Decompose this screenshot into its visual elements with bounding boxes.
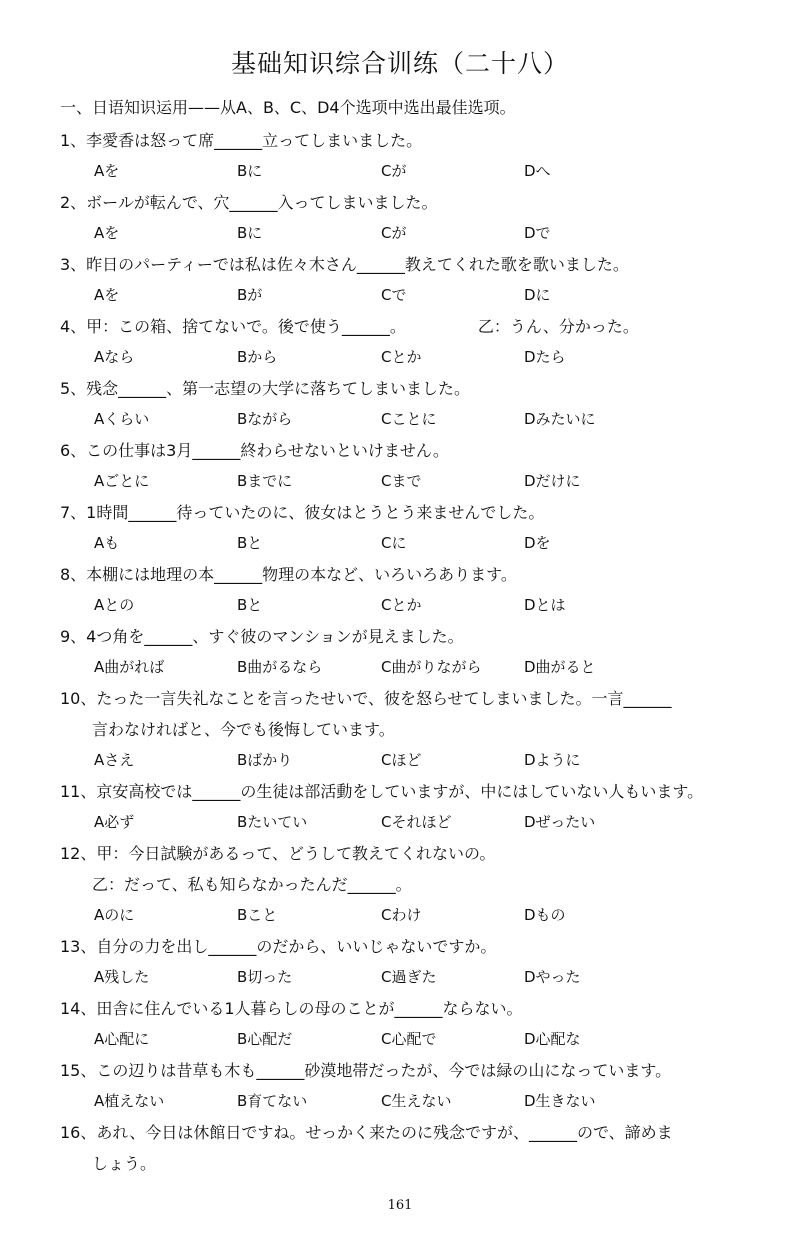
answer-option-c[interactable]: Cほど (381, 751, 422, 769)
question-item (0, 931, 800, 993)
answer-options (0, 342, 800, 373)
question-text-continued: しょう。 (92, 1154, 157, 1173)
answer-option-d[interactable]: Dやった (524, 968, 581, 986)
answer-option-b[interactable]: Bが (237, 286, 263, 304)
answer-options (0, 962, 800, 993)
answer-option-b[interactable]: Bと (237, 534, 263, 552)
answer-option-b[interactable]: Bながら (237, 410, 293, 428)
answer-option-b[interactable]: B心配だ (237, 1030, 293, 1048)
answer-options (0, 745, 800, 776)
answer-option-d[interactable]: Dで (524, 224, 551, 242)
answer-option-b[interactable]: B曲がるなら (237, 658, 323, 676)
question-item (0, 776, 800, 838)
page-title: 基础知识综合训练（二十八） (230, 49, 569, 78)
section-instruction: 一、日语知识运用——从A、B、C、D4个选项中选出最佳选项。 (60, 98, 516, 117)
answer-option-c[interactable]: Cそれほど (381, 813, 452, 831)
answer-option-b[interactable]: Bと (237, 596, 263, 614)
question-item (0, 683, 800, 776)
question-item (0, 1055, 800, 1117)
question-item (0, 559, 800, 621)
answer-options (0, 900, 800, 931)
answer-options (0, 807, 800, 838)
question-item (0, 621, 800, 683)
page-number: 161 (387, 1198, 413, 1213)
question-item (0, 435, 800, 497)
answer-option-d[interactable]: Dを (524, 534, 551, 552)
answer-option-b[interactable]: Bから (237, 348, 278, 366)
answer-option-d[interactable]: Dとは (524, 596, 566, 614)
question-text-continued: 乙：だって、私も知らなかったんだ______。 (92, 875, 412, 894)
answer-option-b[interactable]: Bに (237, 224, 263, 242)
answer-option-c[interactable]: Cが (381, 224, 407, 242)
answer-option-d[interactable]: D曲がると (524, 658, 596, 676)
question-item (0, 838, 800, 931)
answer-option-b[interactable]: Bまでに (237, 472, 293, 490)
question-text: 7、1時間______待っていたのに、彼女はとうとう来ませんでした。 (60, 503, 545, 522)
answer-option-d[interactable]: Dぜったい (524, 813, 596, 831)
answer-option-c[interactable]: Cとか (381, 348, 422, 366)
question-item (0, 187, 800, 249)
answer-option-a[interactable]: Aさえ (94, 751, 135, 769)
answer-options (0, 590, 800, 621)
answer-option-a[interactable]: Aごとに (94, 472, 150, 490)
answer-option-d[interactable]: Dみたいに (524, 410, 596, 428)
answer-option-c[interactable]: Cわけ (381, 906, 422, 924)
answer-option-a[interactable]: A心配に (94, 1030, 150, 1048)
answer-option-c[interactable]: C過ぎた (381, 968, 437, 986)
question-text: 10、たった一言失礼なことを言ったせいで、彼を怒らせてしまいました。一言______ (60, 689, 672, 708)
answer-option-b[interactable]: Bばかり (237, 751, 293, 769)
answer-option-d[interactable]: D心配な (524, 1030, 581, 1048)
answer-option-b[interactable]: Bに (237, 162, 263, 180)
answer-options (0, 404, 800, 435)
answer-option-c[interactable]: Cが (381, 162, 407, 180)
answer-options (0, 652, 800, 683)
question-list (0, 125, 800, 1179)
question-text-continued: 言わなければと、今でも後悔しています。 (92, 720, 395, 739)
answer-option-a[interactable]: Aくらい (94, 410, 150, 428)
question-text: 3、昨日のパーティーでは私は佐々木さん______教えてくれた歌を歌いました。 (60, 255, 629, 274)
answer-options (0, 156, 800, 187)
answer-option-d[interactable]: Dに (524, 286, 551, 304)
answer-options (0, 1086, 800, 1117)
answer-option-d[interactable]: Dへ (524, 162, 551, 180)
question-text: 13、自分の力を出し______のだから、いいじゃないですか。 (60, 937, 497, 956)
question-item (0, 993, 800, 1055)
question-text: 8、本棚には地理の本______物理の本など、いろいろあります。 (60, 565, 517, 584)
question-text: 1、李愛香は怒って席______立ってしまいました。 (60, 131, 423, 150)
answer-option-b[interactable]: B切った (237, 968, 293, 986)
answer-option-b[interactable]: Bこと (237, 906, 278, 924)
answer-option-d[interactable]: Dたら (524, 348, 566, 366)
answer-option-a[interactable]: Aとの (94, 596, 135, 614)
answer-option-a[interactable]: A必ず (94, 813, 135, 831)
answer-option-c[interactable]: Cとか (381, 596, 422, 614)
answer-option-c[interactable]: C生えない (381, 1092, 452, 1110)
question-text: 16、あれ、今日は休館日ですね。せっかく来たのに残念ですが、______ので、諦めま (60, 1123, 673, 1142)
answer-option-a[interactable]: Aのに (94, 906, 135, 924)
question-text: 2、ボールが転んで、穴______入ってしまいました。 (60, 193, 438, 212)
answer-option-a[interactable]: A曲がれば (94, 658, 165, 676)
answer-options (0, 528, 800, 559)
answer-options (0, 218, 800, 249)
question-text: 15、この辺りは昔草も木も______砂漠地帯だったが、今では緑の山になっています。 (60, 1061, 672, 1080)
question-item (0, 497, 800, 559)
answer-option-d[interactable]: Dように (524, 751, 581, 769)
answer-option-c[interactable]: Cことに (381, 410, 437, 428)
answer-option-a[interactable]: Aも (94, 534, 120, 552)
answer-option-a[interactable]: Aを (94, 286, 120, 304)
answer-option-a[interactable]: Aなら (94, 348, 135, 366)
answer-option-a[interactable]: A残した (94, 968, 150, 986)
question-text: 4、甲：この箱、捨てないで。後で使う______。 乙：うん、分かった。 (60, 317, 639, 336)
answer-option-c[interactable]: Cで (381, 286, 407, 304)
question-item (0, 311, 800, 373)
answer-option-a[interactable]: A植えない (94, 1092, 165, 1110)
question-item (0, 1117, 800, 1179)
answer-option-c[interactable]: Cに (381, 534, 407, 552)
question-text: 11、京安高校では______の生徒は部活動をしていますが、中にはしていない人もいます。 (60, 782, 704, 801)
answer-options (0, 280, 800, 311)
answer-option-a[interactable]: Aを (94, 162, 120, 180)
question-text: 5、残念______、第一志望の大学に落ちてしまいました。 (60, 379, 471, 398)
answer-option-c[interactable]: Cまで (381, 472, 422, 490)
question-item (0, 125, 800, 187)
answer-option-c[interactable]: C曲がりながら (381, 658, 482, 676)
answer-option-b[interactable]: Bたいてい (237, 813, 308, 831)
answer-options (0, 1024, 800, 1055)
answer-option-d[interactable]: Dもの (524, 906, 566, 924)
answer-options (0, 466, 800, 497)
answer-option-c[interactable]: C心配で (381, 1030, 437, 1048)
question-text: 6、この仕事は3月______終わらせないといけません。 (60, 441, 449, 460)
answer-option-b[interactable]: B育てない (237, 1092, 308, 1110)
question-text: 12、甲：今日試験があるって、どうして教えてくれないの。 (60, 844, 496, 863)
answer-option-d[interactable]: D生きない (524, 1092, 596, 1110)
answer-option-d[interactable]: Dだけに (524, 472, 581, 490)
question-text: 9、4つ角を______、すぐ彼のマンションが見えました。 (60, 627, 464, 646)
question-text: 14、田舎に住んでいる1人暮らしの母のことが______ならない。 (60, 999, 523, 1018)
answer-option-a[interactable]: Aを (94, 224, 120, 242)
question-item (0, 249, 800, 311)
question-item (0, 373, 800, 435)
